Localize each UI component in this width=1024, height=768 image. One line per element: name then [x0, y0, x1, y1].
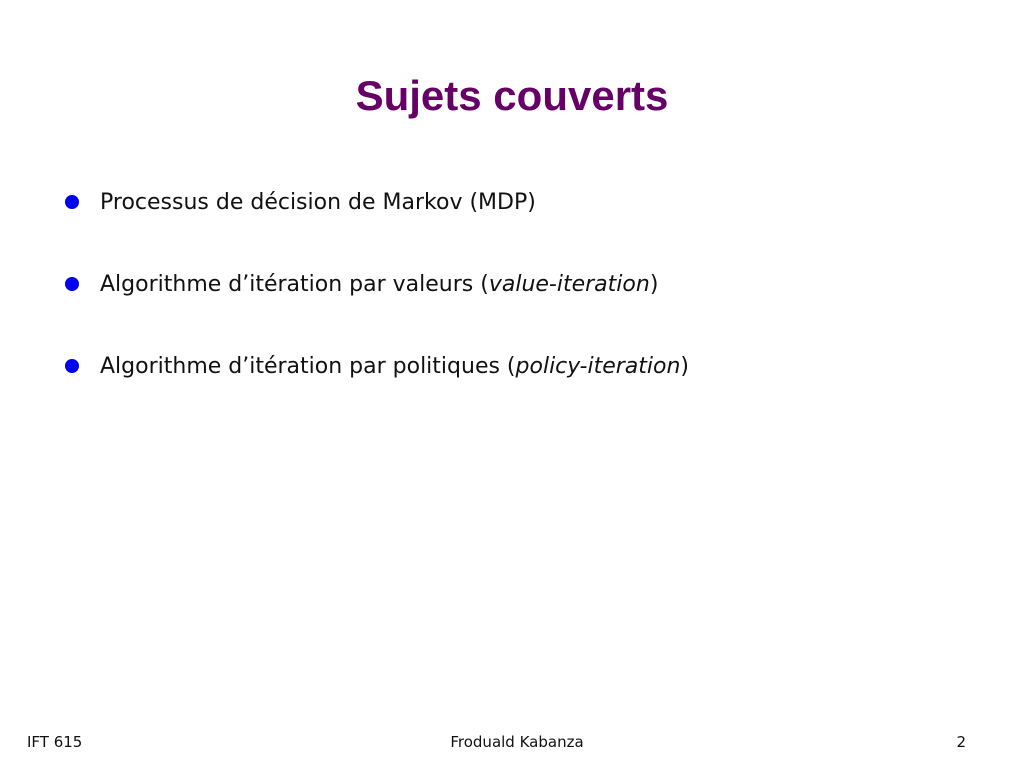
bullet-list — [62, 184, 962, 430]
footer-page-number: 2 — [956, 733, 966, 751]
bullet-text-closing: ) — [649, 271, 659, 297]
bullet-dot-icon — [65, 359, 79, 373]
bullet-dot-icon — [65, 195, 79, 209]
bullet-text-italic: value-iteration — [488, 271, 650, 297]
footer-course: IFT 615 — [27, 733, 83, 751]
bullet-dot-icon — [65, 277, 79, 291]
bullet-text — [100, 354, 689, 379]
bullet-text-plain: Processus de décision de Markov (MDP) — [100, 189, 536, 215]
bullet-text-plain: Algorithme d’itération par politiques ( — [100, 353, 516, 379]
bullet-item-mdp — [62, 184, 962, 220]
bullet-item-value-iteration — [62, 266, 962, 302]
bullet-item-policy-iteration — [62, 348, 962, 384]
bullet-text-plain: Algorithme d’itération par valeurs ( — [100, 271, 489, 297]
footer-author: Froduald Kabanza — [450, 733, 584, 751]
bullet-text — [100, 272, 658, 297]
bullet-text-closing: ) — [680, 353, 689, 379]
bullet-text — [100, 190, 536, 215]
slide-title: Sujets couverts — [355, 72, 669, 119]
bullet-text-italic: policy-iteration — [515, 353, 681, 379]
